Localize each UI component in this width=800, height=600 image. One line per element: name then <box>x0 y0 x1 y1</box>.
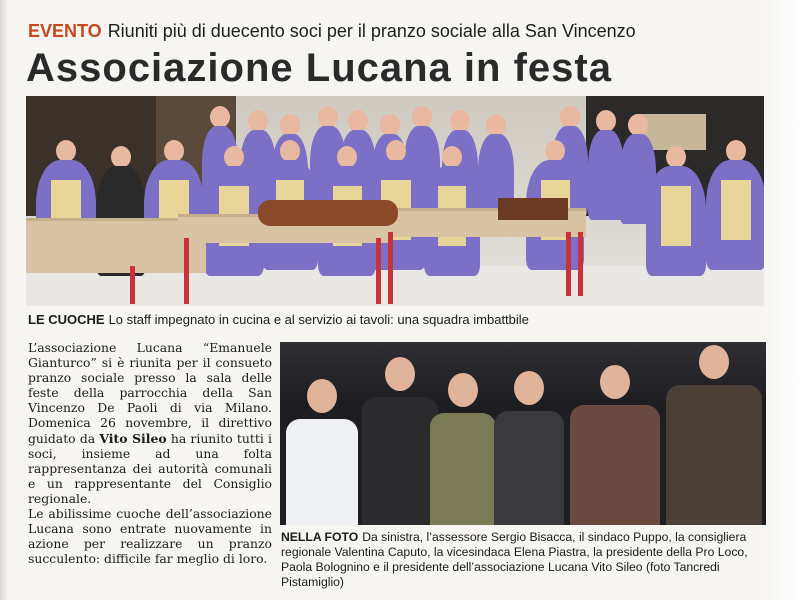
serving-tray <box>498 198 568 220</box>
article-paragraph: L’associazione Lucana “Emanuele Gianturco” si è riunita per il consueto pranzo sociale presso la sala delle feste della parrocchia della San Vincenzo De Paoli di via Milano. Domenica 26 novembre, il direttivo guidato da Vito Sileo ha riunito tutti i soci, insieme ad una folta rappresentanza dei autorità comunali e un rappresentante del Consiglio regionale. <box>28 340 272 506</box>
kicker-text: Riuniti più di duecento soci per il pranzo sociale alla San Vincenzo <box>107 21 636 41</box>
caption-lead: NELLA FOTO <box>281 530 359 544</box>
roast-meat <box>258 200 398 226</box>
caption-lead: LE CUOCHE <box>28 312 105 327</box>
page-fold-shadow <box>0 0 8 600</box>
headline: Associazione Lucana in festa <box>26 46 612 90</box>
caption-text: Da sinistra, l’assessore Sergio Bisacca, il sindaco Puppo, la consigliera regionale Valentina Caputo, la vicesindaca Elena Piastra, la presidente della Pro Loco, Paola Bolognino e il presidente dell’associazione Lucana Vito Sileo (foto Tancredi Pistamiglio) <box>281 530 748 589</box>
article-paragraph: Le abilissime cuoche dell’associazione Lucana sono entrate nuovamente in azione per realizzare un pranzo succulento: difficile far meglio di loro. <box>28 506 272 567</box>
photo-caption-authorities <box>281 530 767 590</box>
photo-caption-cooks <box>28 312 768 328</box>
kicker-tag: EVENTO <box>28 21 102 41</box>
kicker-line <box>28 20 788 42</box>
photo-authorities <box>280 342 766 525</box>
president-name: Vito Sileo <box>99 430 167 446</box>
article-body <box>28 340 272 566</box>
caption-text: Lo staff impegnato in cucina e al servizio ai tavoli: una squadra imbattbile <box>108 312 529 327</box>
photo-cooks-group <box>26 96 764 306</box>
